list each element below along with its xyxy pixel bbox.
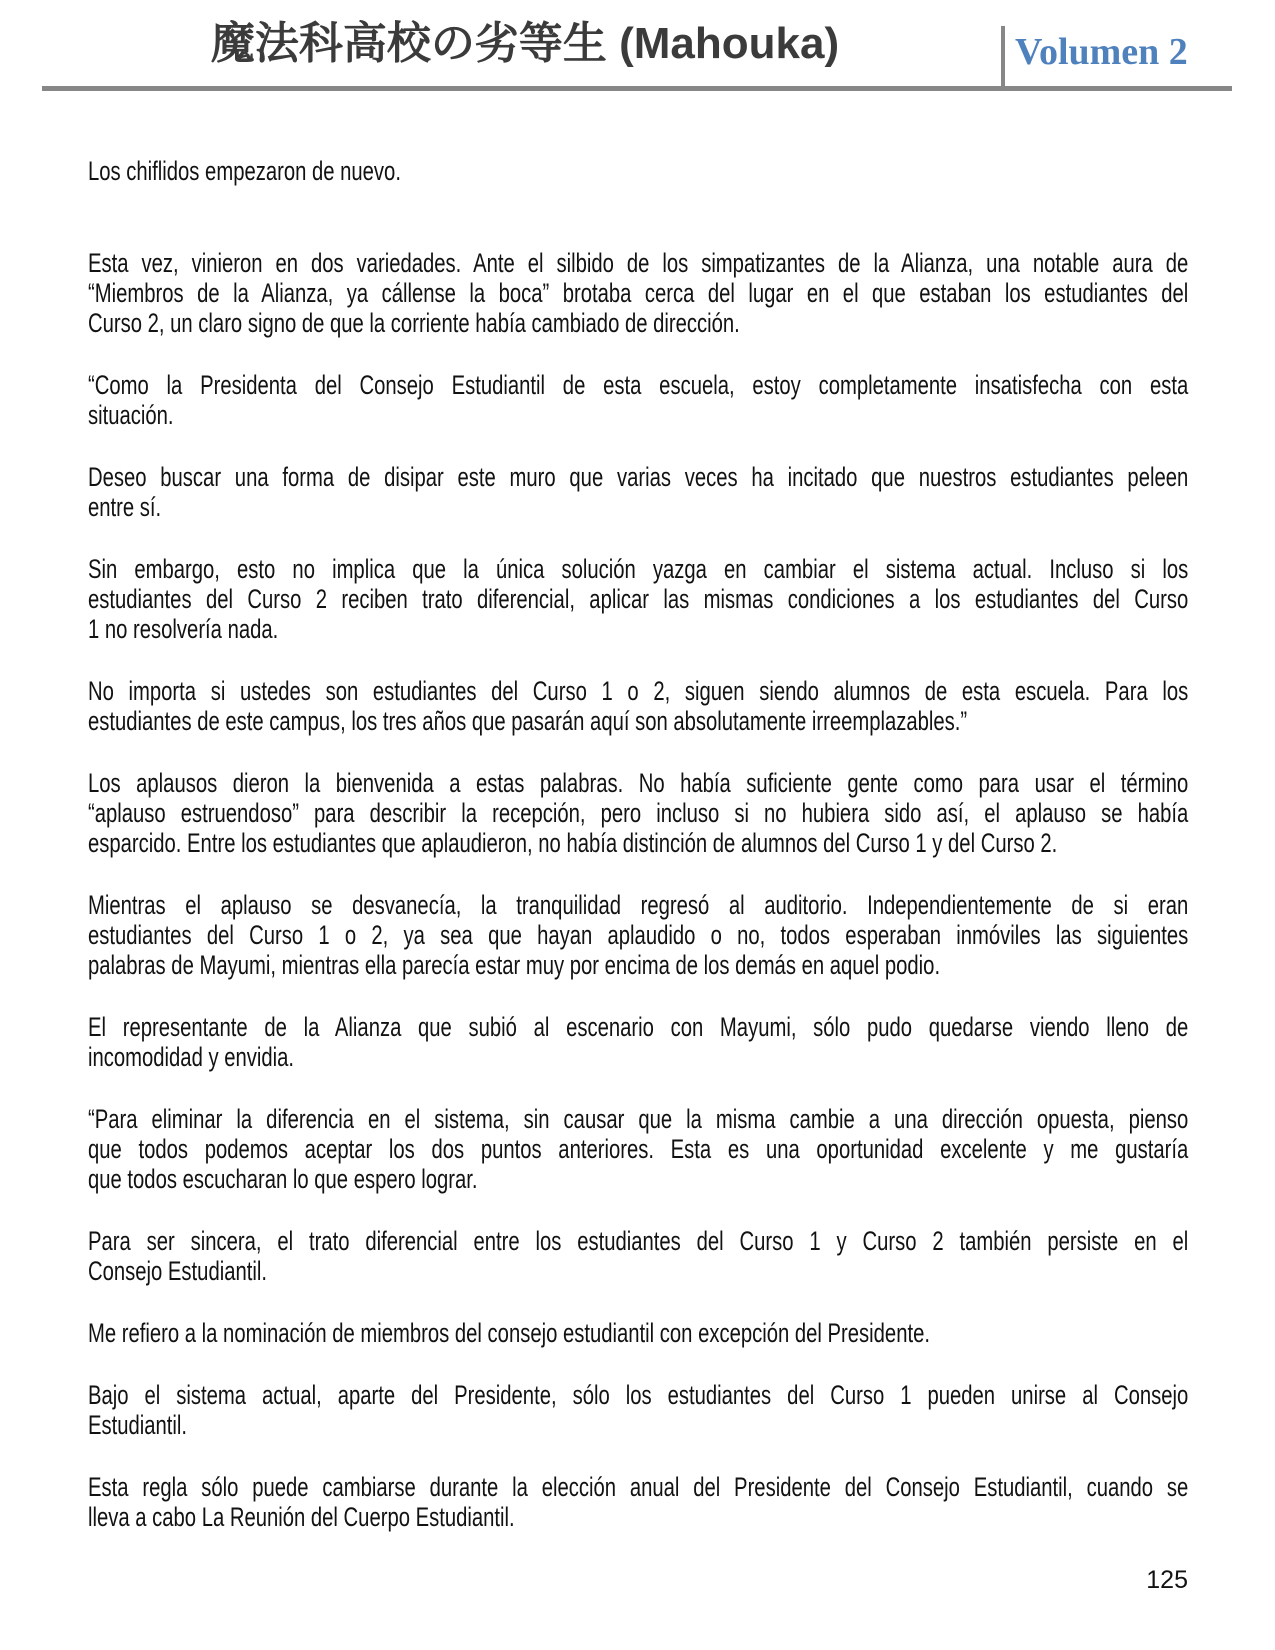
- volume-label: Volumen 2: [1015, 31, 1188, 73]
- text-line: incomodidad y envidia.: [88, 1042, 295, 1072]
- text-line: Para ser sincera, el trato diferencial entre los estudiantes del Curso 1 y Curso 2 también persiste en el: [88, 1226, 1189, 1256]
- text-line: Bajo el sistema actual, aparte del Presidente, sólo los estudiantes del Curso 1 pueden unirse al Consejo: [88, 1380, 1189, 1410]
- text-line: “Como la Presidenta del Consejo Estudiantil de esta escuela, estoy completamente insatisfecha con esta: [88, 370, 1189, 400]
- paragraph: [88, 370, 1188, 430]
- text-line: entre sí.: [88, 492, 162, 522]
- text-line: Esta regla sólo puede cambiarse durante la elección anual del Presidente del Consejo Estudiantil, cuando se: [88, 1472, 1189, 1502]
- text-line: Me refiero a la nominación de miembros del consejo estudiantil con excepción del Presidente.: [88, 1318, 930, 1348]
- text-line: 1 no resolvería nada.: [88, 614, 279, 644]
- paragraph: [88, 676, 1188, 736]
- text-line: Mientras el aplauso se desvanecía, la tranquilidad regresó al auditorio. Independientemente de si eran: [88, 890, 1189, 920]
- text-line: que todos escucharan lo que espero lograr.: [88, 1164, 478, 1194]
- paragraph: [88, 890, 1188, 980]
- text-line: estudiantes del Curso 1 o 2, ya sea que hayan aplaudido o no, todos esperaban inmóviles las siguientes: [88, 920, 1189, 950]
- text-line: situación.: [88, 400, 174, 430]
- text-line: palabras de Mayumi, mientras ella parecía estar muy por encima de los demás en aquel podio.: [88, 950, 941, 980]
- header-rule: [42, 86, 1232, 91]
- text-line: Los aplausos dieron la bienvenida a estas palabras. No había suficiente gente como para usar el término: [88, 768, 1189, 798]
- page-title: 魔法科高校の劣等生 (Mahouka): [210, 19, 840, 68]
- paragraph: [88, 156, 1188, 186]
- paragraph: [88, 1380, 1188, 1440]
- text-line: estudiantes de este campus, los tres años que pasarán aquí son absolutamente irreemplazables.”: [88, 706, 968, 736]
- paragraph: [88, 1012, 1188, 1072]
- page-number: 125: [1146, 1566, 1188, 1594]
- text-line: Estudiantil.: [88, 1410, 188, 1440]
- text-line: estudiantes del Curso 2 reciben trato diferencial, aplicar las mismas condiciones a los estudiantes del Curso: [88, 584, 1189, 614]
- text-line: “Para eliminar la diferencia en el sistema, sin causar que la misma cambie a una dirección opuesta, pienso: [88, 1104, 1189, 1134]
- header-vertical-divider: [1001, 26, 1005, 86]
- paragraph: [88, 462, 1188, 522]
- text-line: “Miembros de la Alianza, ya cállense la boca” brotaba cerca del lugar en el que estaban los estudiantes del: [88, 278, 1189, 308]
- text-line: lleva a cabo La Reunión del Cuerpo Estudiantil.: [88, 1502, 515, 1532]
- paragraph: [88, 768, 1188, 858]
- text-line: Deseo buscar una forma de disipar este muro que varias veces ha incitado que nuestros estudiantes peleen: [88, 462, 1189, 492]
- text-line: esparcido. Entre los estudiantes que aplaudieron, no había distinción de alumnos del Curso 1 y del Curso 2.: [88, 828, 1058, 858]
- text-line: El representante de la Alianza que subió al escenario con Mayumi, sólo pudo quedarse viendo lleno de: [88, 1012, 1189, 1042]
- text-line: Esta vez, vinieron en dos variedades. Ante el silbido de los simpatizantes de la Alianza, una notable aura de: [88, 248, 1189, 278]
- text-line: que todos podemos aceptar los dos puntos anteriores. Esta es una oportunidad excelente y me gustaría: [88, 1134, 1189, 1164]
- paragraph: [88, 1104, 1188, 1194]
- paragraph: [88, 1318, 1188, 1348]
- text-line: “aplauso estruendoso” para describir la recepción, pero incluso si no hubiera sido así, el aplauso se había: [88, 798, 1189, 828]
- text-line: Sin embargo, esto no implica que la única solución yazga en cambiar el sistema actual. Incluso si los: [88, 554, 1189, 584]
- paragraph: [88, 1226, 1188, 1286]
- text-line: Consejo Estudiantil.: [88, 1256, 267, 1286]
- content: [88, 156, 1188, 1564]
- text-line: No importa si ustedes son estudiantes del Curso 1 o 2, siguen siendo alumnos de esta escuela. Para los: [88, 676, 1189, 706]
- paragraph: [88, 554, 1188, 644]
- text-line: Curso 2, un claro signo de que la corriente había cambiado de dirección.: [88, 308, 740, 338]
- paragraph: [88, 248, 1188, 338]
- text-line: Los chiflidos empezaron de nuevo.: [88, 156, 401, 186]
- paragraph: [88, 1472, 1188, 1532]
